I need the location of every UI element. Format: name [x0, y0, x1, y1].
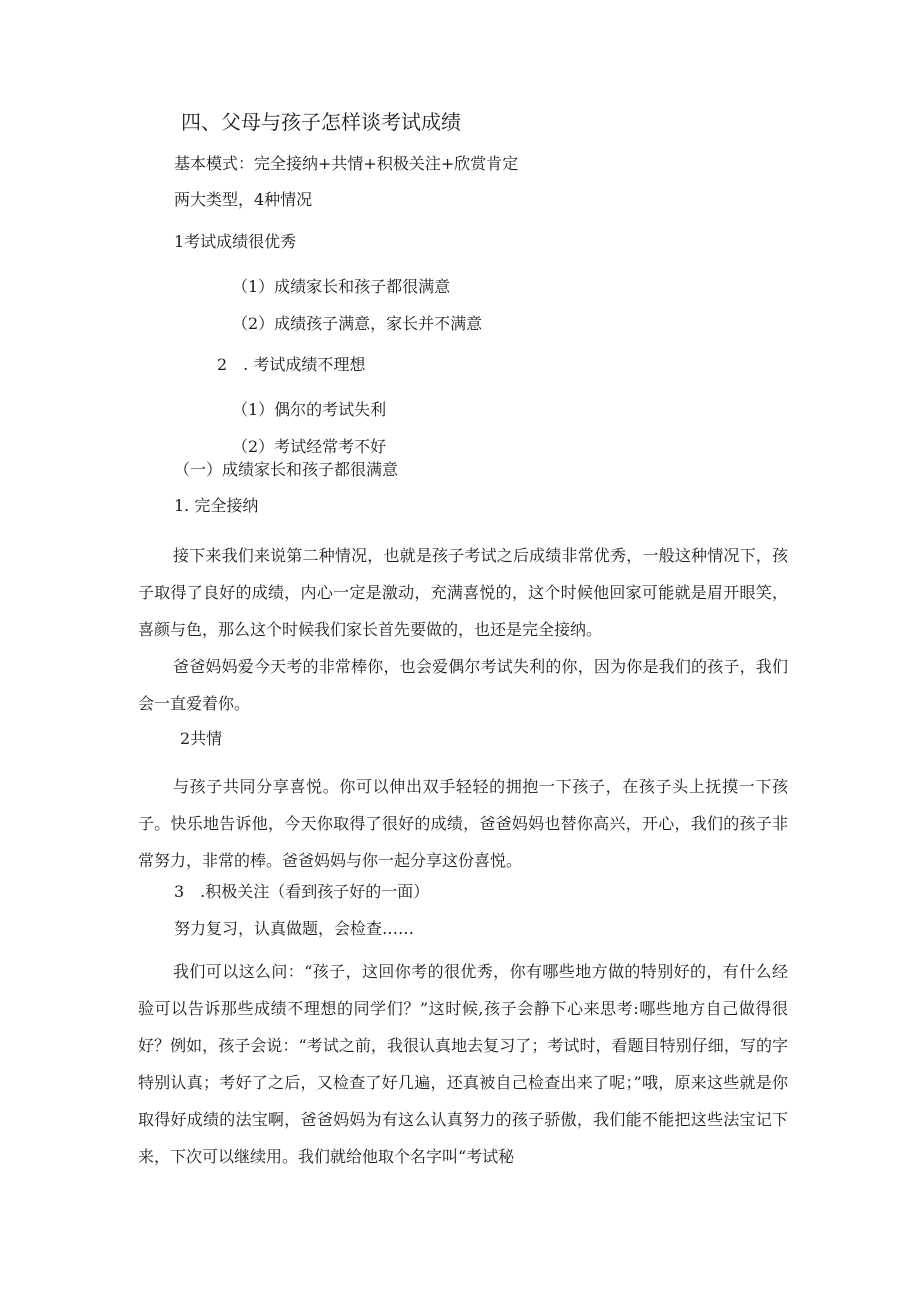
section1-item1: （1）成绩家长和孩子都很满意	[232, 277, 451, 296]
sub1-paragraph-2: 爸爸妈妈爱今天考的非常棒你，也会爱偶尔考试失利的你，因为你是我们的孩子，我们会一直爱着你。	[138, 657, 788, 713]
sub3-line: 努力复习，认真做题，会检查……	[174, 919, 415, 938]
part1-heading: （一）成绩家长和孩子都很满意	[174, 460, 399, 479]
sub3-heading: 3 .积极关注（看到孩子好的一面）	[174, 882, 430, 901]
sub1-paragraph-1: 接下来我们来说第二种情况，也就是孩子考试之后成绩非常优秀，一般这种情况下，孩子取得了良好的成绩，内心一定是激动，充满喜悦的，这个时候他回家可能就是眉开眼笑，喜颜与色，那么这个时候我们家长首先要做的，也还是完全接纳。	[138, 546, 788, 639]
sub2-paragraph: 与孩子共同分享喜悦。你可以伸出双手轻轻的拥抱一下孩子，在孩子头上抚摸一下孩子。快乐地告诉他，今天你取得了很好的成绩，爸爸妈妈也替你高兴，开心，我们的孩子非常努力，非常的棒。爸爸妈妈与你一起分享这份喜悦。	[138, 777, 788, 870]
section2-item1: （1）偶尔的考试失利	[232, 400, 387, 419]
section1-item2: （2）成绩孩子满意，家长并不满意	[232, 314, 483, 333]
types-line: 两大类型，4种情况	[174, 190, 313, 209]
sub1-heading: 1. 完全接纳	[174, 496, 259, 515]
section2-heading: 2 . 考试成绩不理想	[217, 355, 366, 374]
sub2-heading: 2共情	[180, 729, 223, 748]
basic-mode-line: 基本模式：完全接纳+共情+积极关注+欣赏肯定	[174, 154, 519, 173]
section2-item2: （2）考试经常考不好	[232, 437, 387, 456]
sub3-paragraph: 我们可以这么问：“孩子，这回你考的很优秀，你有哪些地方做的特别好的，有什么经验可以告诉那些成绩不理想的同学们？”这时候,孩子会静下心来思考:哪些地方自己做得很好？例如，孩子会说：“考试之前，我很认真地去复习了；考试时，看题目特别仔细，写的字特别认真；考好了之后，又检查了好几遍，还真被自己检查出来了呢；”哦，原来这些就是你取得好成绩的法宝啊，爸爸妈妈为有这么认真努力的孩子骄傲，我们能不能把这些法宝记下来，下次可以继续用。我们就给他取个名字叫“考试秘	[138, 962, 788, 1166]
section1-heading: 1考试成绩很优秀	[174, 232, 297, 251]
document-title: 四、父母与孩子怎样谈考试成绩	[181, 110, 461, 134]
